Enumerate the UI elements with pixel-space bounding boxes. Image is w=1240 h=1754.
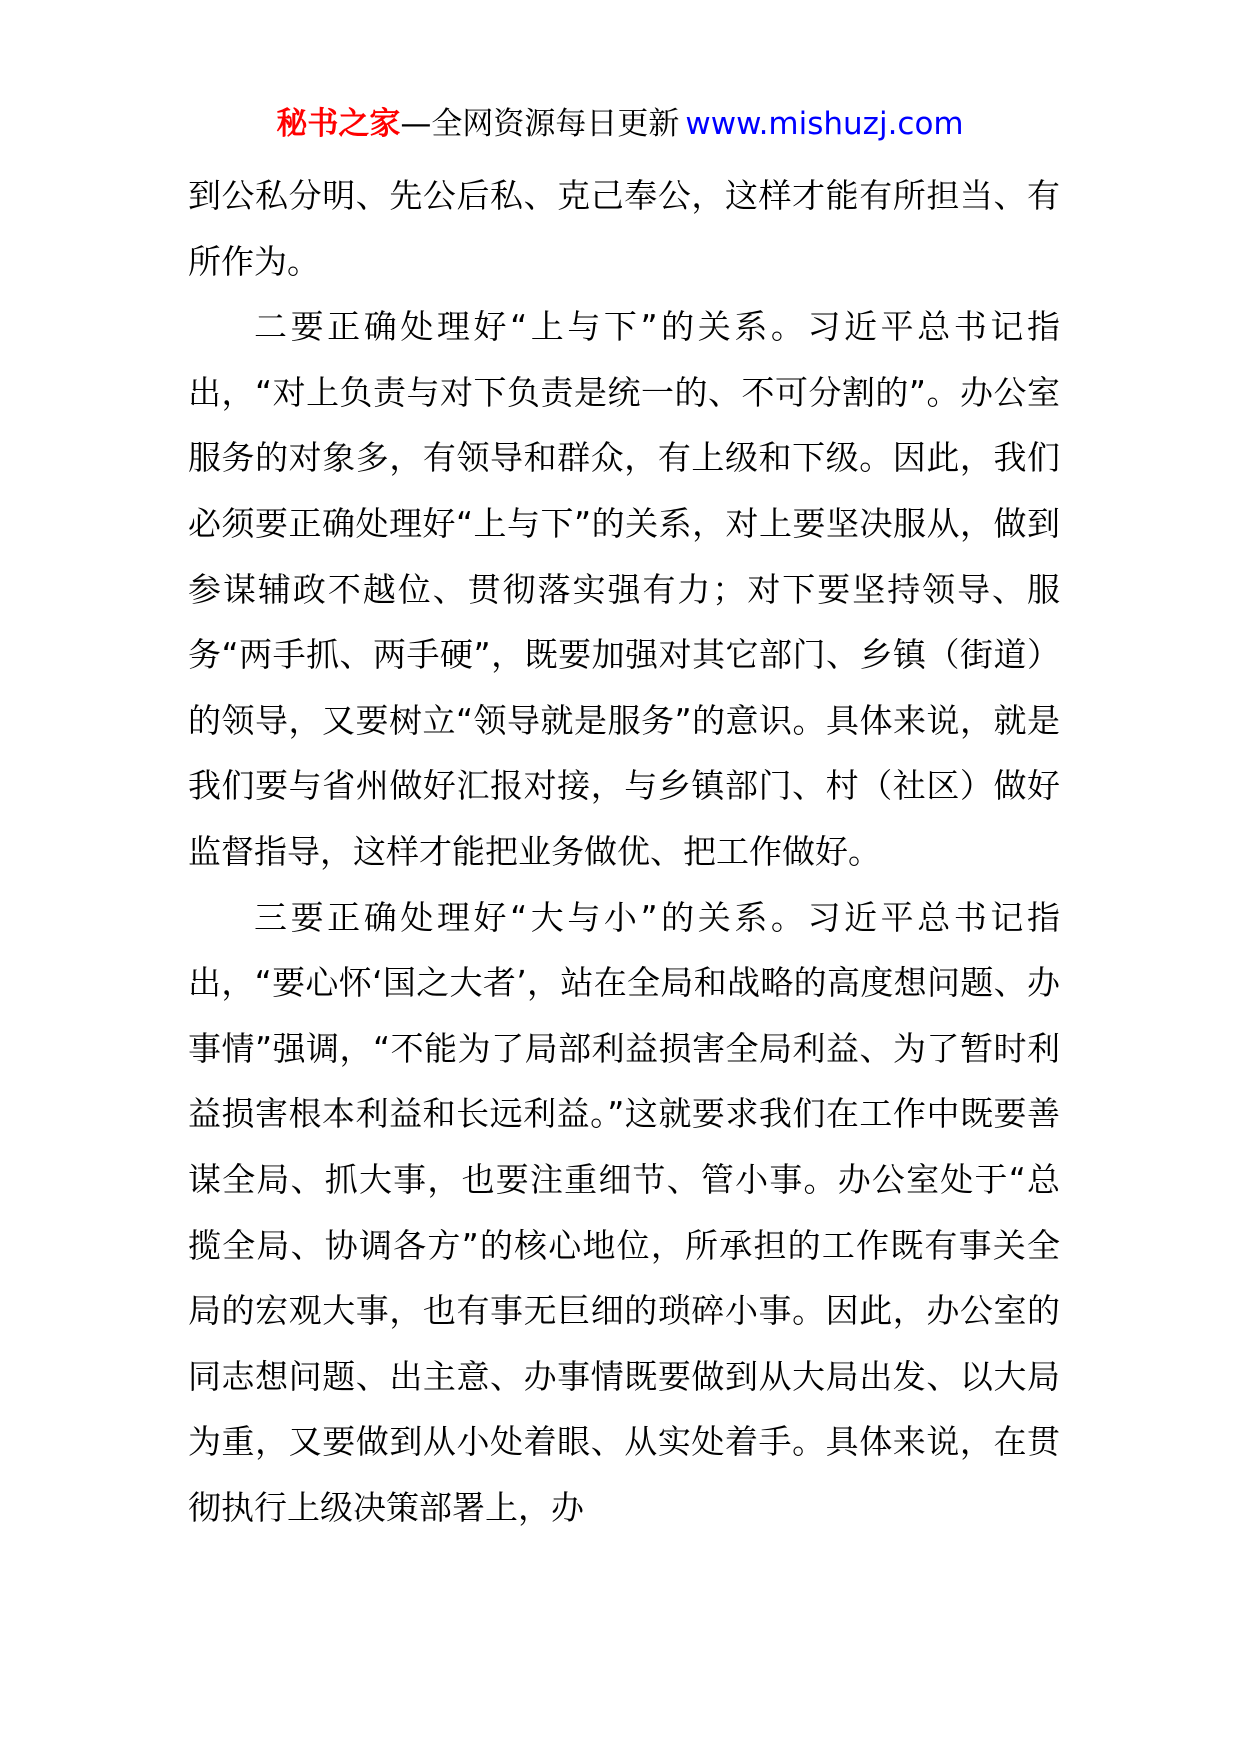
site-url-link[interactable]: www.mishuzj.com [685,106,964,142]
site-slogan: —全网资源每日更新 [400,106,680,142]
paragraph-up-and-down: 二要正确处理好“上与下”的关系。习近平总书记指出，“对上负责与对下负责是统一的、不可分割的”。办公室服务的对象多，有领导和群众，有上级和下级。因此，我们必须要正确处理好“上与下”的关系，对上要坚决服从，做到参谋辅政不越位、贯彻落实强有力；对下要坚持领导、服务“两手抓、两手硬”，既要加强对其它部门、乡镇（街道）的领导，又要树立“领导就是服务”的意识。具体来说，就是我们要与省州做好汇报对接，与乡镇部门、村（社区）做好监督指导，这样才能把业务做优、把工作做好。 [188,307,1060,871]
paragraph-big-and-small: 三要正确处理好“大与小”的关系。习近平总书记指出，“要心怀‘国之大者’，站在全局和战略的高度想问题、办事情”强调，“不能为了局部利益损害全局利益、为了暂时利益损害根本利益和长远利益。”这就要求我们在工作中既要善谋全局、抓大事，也要注重细节、管小事。办公室处于“总揽全局、协调各方”的核心地位，所承担的工作既有事关全局的宏观大事，也有事无巨细的琐碎小事。因此，办公室的同志想问题、出主意、办事情既要做到从大局出发、以大局为重，又要做到从小处着眼、从实处着手。具体来说，在贯彻执行上级决策部署上，办 [188,897,1060,1527]
site-header [0,100,1240,148]
paragraph-continuation: 到公私分明、先公后私、克己奉公，这样才能有所担当、有所作为。 [188,176,1060,281]
site-brand: 秘书之家 [276,106,401,142]
document-body [188,163,1060,1540]
